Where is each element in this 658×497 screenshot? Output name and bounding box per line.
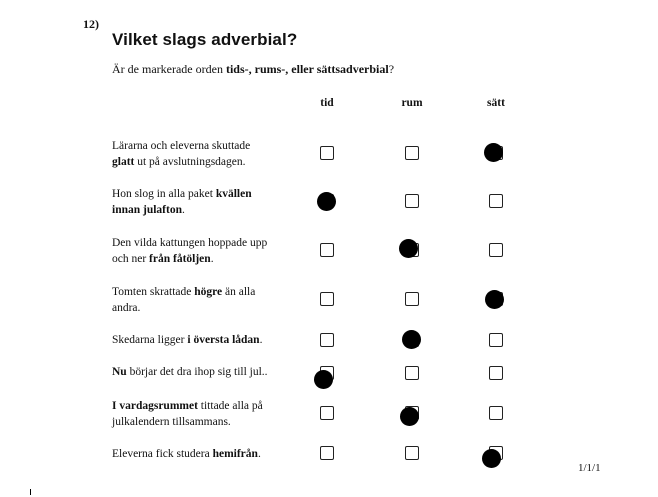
- sentence-line: [112, 202, 292, 218]
- sentence-text: [112, 186, 292, 218]
- sentence-line: [112, 332, 292, 348]
- page-number: 1/1/1: [578, 462, 601, 474]
- column-header-tid: tid: [320, 97, 334, 109]
- sentence-fragment: Tomten skrattade: [112, 286, 195, 298]
- highlighted-adverbial: innan julafton: [112, 204, 182, 216]
- sentence-fragment: tittade alla på: [197, 400, 263, 412]
- highlighted-adverbial: hemifrån: [212, 448, 258, 460]
- sentence-line: [112, 284, 292, 300]
- checkbox-sätt[interactable]: [489, 243, 503, 257]
- highlighted-adverbial: från fåtöljen: [149, 253, 211, 265]
- sentence-text: [112, 398, 292, 430]
- highlighted-adverbial: I vardagsrummet: [112, 400, 198, 412]
- highlighted-adverbial: Nu: [112, 366, 127, 378]
- sentence-fragment: än alla: [222, 286, 256, 298]
- sentence-fragment: ut på avslutningsdagen.: [134, 156, 246, 168]
- highlighted-adverbial: glatt: [112, 156, 135, 168]
- sentence-line: [112, 138, 292, 154]
- sentence-text: [112, 235, 292, 267]
- instruction-part: tids-, rums-, eller sättsadverbial: [225, 62, 389, 76]
- sentence-fragment: Skedarna ligger: [112, 334, 188, 346]
- sentence-line: [112, 251, 292, 267]
- sentence-line: [112, 235, 292, 251]
- sentence-fragment: Den vilda kattungen hoppade upp: [112, 237, 268, 249]
- sentence-text: [112, 446, 292, 462]
- highlighted-adverbial: i översta lådan: [187, 334, 260, 346]
- sentence-line: [112, 446, 292, 462]
- filled-mark-rum: [402, 330, 421, 349]
- sentence-fragment: .: [257, 448, 261, 460]
- checkbox-tid[interactable]: [320, 406, 334, 420]
- sentence-text: [112, 332, 292, 348]
- sentence-text: [112, 284, 292, 316]
- sentence-line: [112, 300, 292, 316]
- filled-mark-rum: [400, 407, 419, 426]
- checkbox-rum[interactable]: [405, 446, 419, 460]
- filled-mark-sätt: [485, 290, 504, 309]
- highlighted-adverbial: högre: [194, 286, 223, 298]
- sentence-fragment: .: [181, 204, 185, 216]
- question-number: 12): [83, 17, 99, 31]
- sentence-fragment: andra.: [112, 302, 141, 314]
- question-title: Vilket slags adverbial?: [112, 30, 298, 49]
- checkbox-sätt[interactable]: [489, 366, 503, 380]
- filled-mark-rum: [399, 239, 418, 258]
- cursor-mark: [30, 489, 31, 495]
- sentence-fragment: Eleverna fick studera: [112, 448, 213, 460]
- filled-mark-sätt: [482, 449, 501, 468]
- sentence-text: [112, 138, 292, 170]
- checkbox-rum[interactable]: [405, 292, 419, 306]
- sentence-fragment: börjar det dra ihop sig till jul..: [126, 366, 268, 378]
- filled-mark-tid: [317, 192, 336, 211]
- sentence-fragment: Hon slog in alla paket: [112, 188, 216, 200]
- sentence-text: [112, 364, 292, 380]
- checkbox-tid[interactable]: [320, 146, 334, 160]
- sentence-fragment: julkalendern tillsammans.: [112, 416, 231, 428]
- instruction-part: ?: [388, 62, 395, 76]
- sentence-line: [112, 364, 292, 380]
- column-header-rum: rum: [401, 97, 423, 109]
- checkbox-tid[interactable]: [320, 292, 334, 306]
- highlighted-adverbial: kvällen: [215, 188, 252, 200]
- sentence-fragment: och ner: [112, 253, 150, 265]
- instruction-part: Är de markerade orden: [112, 62, 226, 76]
- checkbox-sätt[interactable]: [489, 333, 503, 347]
- sentence-fragment: Lärarna och eleverna skuttade: [112, 140, 251, 152]
- checkbox-rum[interactable]: [405, 366, 419, 380]
- sentence-line: [112, 398, 292, 414]
- checkbox-tid[interactable]: [320, 243, 334, 257]
- checkbox-sätt[interactable]: [489, 194, 503, 208]
- checkbox-rum[interactable]: [405, 194, 419, 208]
- sentence-fragment: .: [210, 253, 214, 265]
- filled-mark-tid: [314, 370, 333, 389]
- sentence-fragment: .: [259, 334, 263, 346]
- sentence-line: [112, 154, 292, 170]
- checkbox-rum[interactable]: [405, 146, 419, 160]
- checkbox-sätt[interactable]: [489, 406, 503, 420]
- instruction: [112, 62, 394, 77]
- column-header-satt: sätt: [487, 97, 505, 109]
- checkbox-tid[interactable]: [320, 333, 334, 347]
- sentence-line: [112, 186, 292, 202]
- checkbox-tid[interactable]: [320, 446, 334, 460]
- filled-mark-sätt: [484, 143, 503, 162]
- sentence-line: [112, 414, 292, 430]
